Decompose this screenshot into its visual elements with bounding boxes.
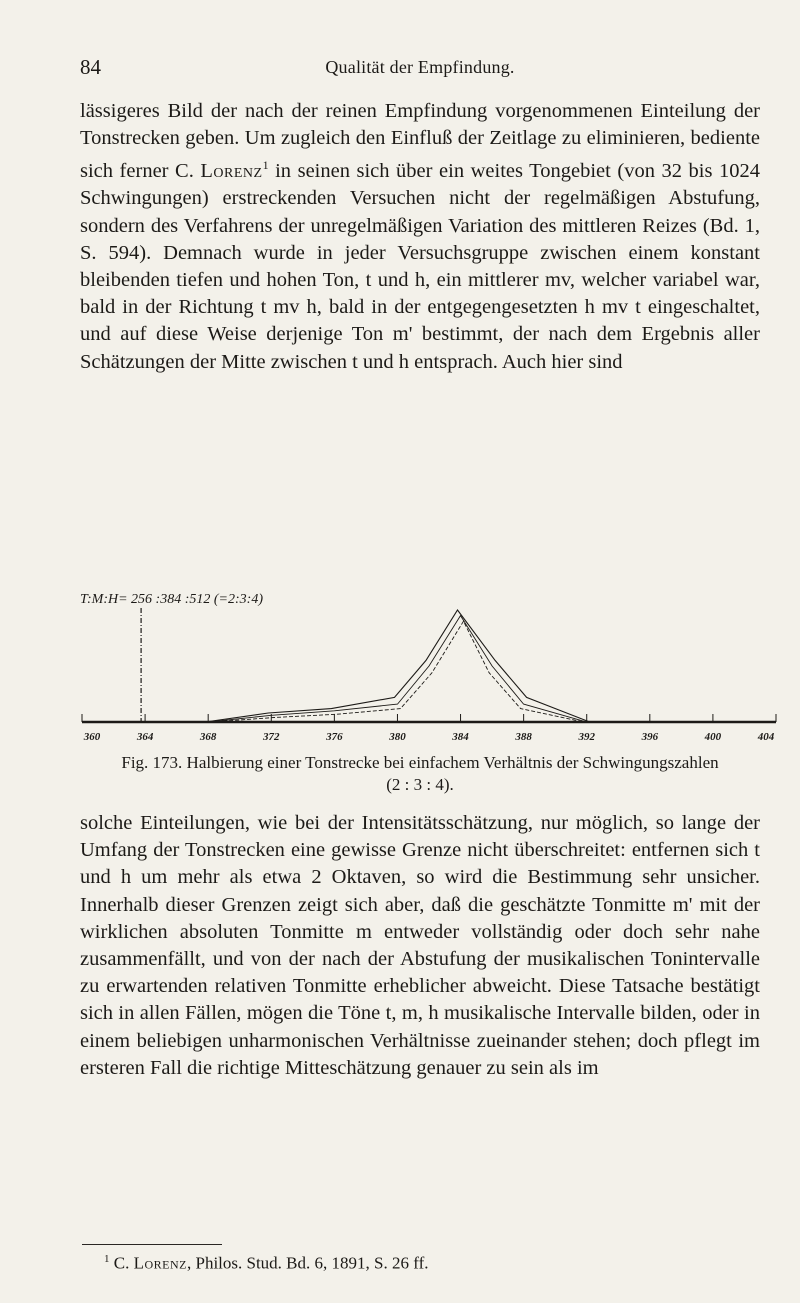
x-tick-label-364: 364	[136, 731, 154, 743]
caption-line-2: (2 : 3 : 4).	[386, 775, 454, 794]
footnote-text-a: C.	[109, 1253, 134, 1273]
x-tick-label-372: 372	[263, 731, 280, 743]
curves-group	[205, 610, 716, 722]
x-tick-label-368: 368	[199, 731, 217, 743]
footnote-marker: 1	[104, 1253, 110, 1265]
paragraph-2	[80, 810, 760, 1082]
x-tick-label-388: 388	[515, 731, 532, 743]
x-tick-label-360: 360	[83, 731, 101, 743]
x-tick-label-384: 384	[452, 731, 469, 743]
series-curve-3	[211, 621, 710, 722]
x-tick-label-396: 396	[641, 731, 659, 743]
figure-chart	[80, 588, 780, 748]
figure-caption	[80, 752, 760, 796]
running-title: Qualität der Empfindung.	[325, 57, 515, 77]
footnote-author: Lorenz	[133, 1253, 187, 1273]
figure-173	[80, 588, 780, 748]
footnote-rule	[82, 1244, 222, 1245]
paragraph-1-text-b: in seinen sich über ein weites Tongebiet (von 32 bis 1024 Schwingungen) erstreckenden Versuchen nicht der regelmäßigen Abstufung, sondern des Verfahrens der unregelmäßigen Variation des mittleren Reizes (Bd. 1, S. 594). Demnach wurde in jeder Versuchsgruppe zwischen einem konstant bleibenden tiefen und hohen Ton, t und h, ein mittlerer mv, welcher variabel war, bald in der Richtung t mv h, bald in der entgegengesetzten h mv t eingeschaltet, und auf diese Weise derjenige Ton m' bestimmt, der nach dem Ergebnis aller Schätzungen der Mitte zwischen t und h entsprach. Auch hier sind	[80, 160, 760, 373]
footnote-ref[interactable]: 1	[262, 158, 269, 173]
footnote	[104, 1253, 429, 1274]
page-number: 84	[80, 55, 101, 79]
caption-line-1: Fig. 173. Halbierung einer Tonstrecke bei einfachem Verhältnis der Schwingungszahlen	[121, 753, 719, 772]
page-header	[80, 55, 760, 85]
paragraph-1-text-a: lässigeres Bild der nach der reinen Empfindung vorgenommenen Einteilung der Tonstrecken geben. Um zugleich den Einfluß der Zeitlage zu eliminieren, bediente sich ferner C.	[80, 100, 760, 183]
x-tick-label-392: 392	[578, 731, 595, 743]
x-tick-label-404: 404	[757, 731, 775, 743]
x-ticks-group	[82, 714, 776, 743]
x-tick-label-380: 380	[389, 731, 406, 743]
paragraph-1	[80, 98, 760, 376]
ratio-label: T:M:H= 256 :384 :512 (=2:3:4)	[80, 592, 263, 607]
footnote-text-b: , Philos. Stud. Bd. 6, 1891, S. 26 ff.	[186, 1253, 429, 1273]
author-lorenz: Lorenz	[200, 160, 263, 183]
x-tick-label-400: 400	[704, 731, 722, 743]
series-curve-2	[208, 616, 713, 722]
x-tick-label-376: 376	[326, 731, 343, 743]
paragraph-2-text: solche Einteilungen, wie bei der Intensitätsschätzung, nur möglich, so lange der Umfang der Tonstrecken eine gewisse Grenze nicht überschreitet: entfernen sich t und h um mehr als etwa 2 Oktaven, so wird die Bestimmung sehr unsicher. Innerhalb dieser Grenzen zeigt sich aber, daß die geschätzte Tonmitte m' mit der wirklichen absoluten Tonmitte m entweder vollständig oder doch sehr nahe zusammenfällt, und von der nach der Abstufung der musikalischen Tonintervalle zu erwartenden relativen Tonmitte erheblicher abweicht. Diese Tatsache bestätigt sich in allen Fällen, mögen die Töne t, m, h musikalische Intervalle bilden, oder in einem beliebigen unharmonischen Verhältnisse zueinander stehen; doch pflegt im ersteren Fall die richtige Mitteschätzung genauer zu sein als im	[80, 812, 760, 1079]
